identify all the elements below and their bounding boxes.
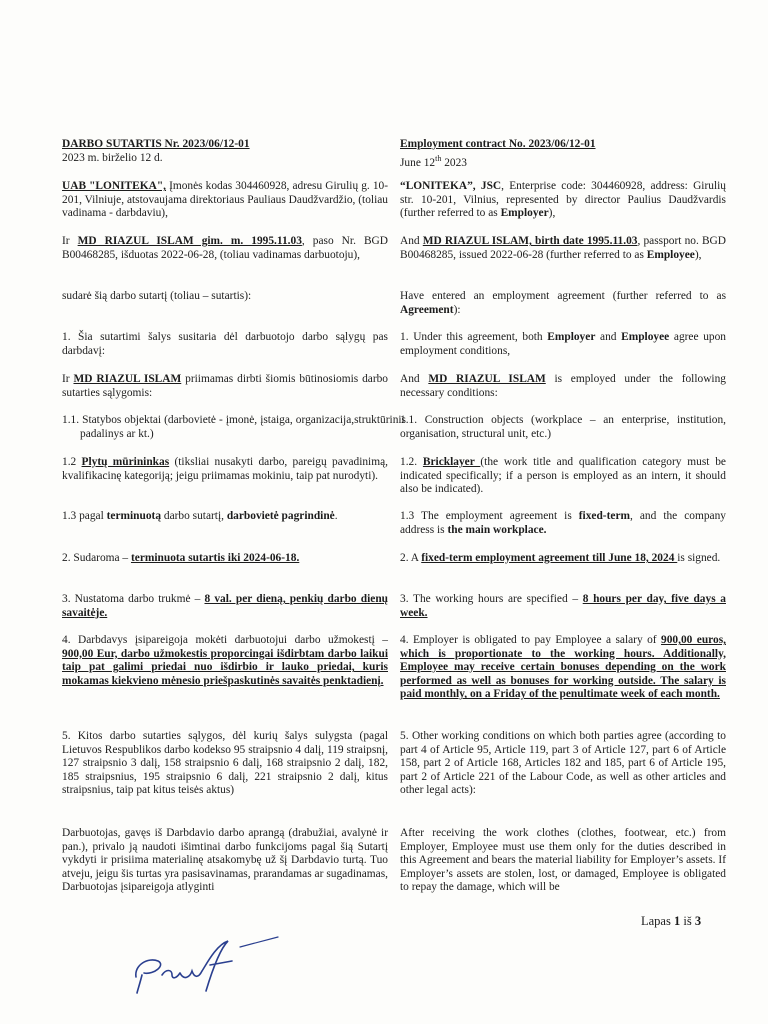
lt-2-pre: 2. Sudaroma –: [62, 552, 131, 564]
lt-date: 2023 m. birželio 12 d.: [62, 151, 163, 164]
page-label: Lapas: [641, 914, 674, 928]
lt-salary: 900,00 Eur, darbo užmokestis proporcingai išdirbtam darbo laikui taip pat galimi priedai nuo išdirbio ir lauko priedai, kuris mokamas kiekvieno mėnesio priešpaskutinės savaitės penktadienį.: [62, 647, 388, 687]
en-and-2: And: [400, 373, 429, 385]
lt-clause-4: [62, 634, 388, 688]
signature-image: [128, 935, 298, 995]
en-3-pre: 3. The working hours are specified –: [400, 593, 583, 605]
en-1-3-mid: , and the company address is: [400, 510, 726, 536]
en-1-3-pre: 1.3 The employment agreement is: [400, 510, 579, 522]
en-1-employer: Employer: [547, 331, 596, 343]
en-employed-under: [400, 373, 726, 400]
lt-company-name: UAB "LONITEKA",: [62, 180, 167, 192]
en-date-sup: th: [435, 153, 442, 163]
en-clause-1-1: 1.1. Construction objects (workplace – an enterprise, institution, organisation, structural unit, etc.): [400, 414, 726, 440]
lt-job-text: (tiksliai nusakyti darbo, pareigų pavadinimą, kvalifikacinę kategoriją; jeigu priimamas mokiniu, taip pat nurodyti).: [62, 456, 388, 482]
lt-employee-text: , paso Nr. BGD B00468285, išduotas 2022-06-28, (toliau vadinamas darbuotoju),: [62, 235, 388, 261]
en-main-workplace: the main workplace.: [447, 523, 547, 536]
lt-term: terminuota sutartis iki 2024-06-18.: [130, 552, 300, 564]
en-clause-1: [400, 331, 726, 358]
lt-workwear: Darbuotojas, gavęs iš Darbdavio darbo aprangą (drabužiai, avalynė ir pan.), privalo ją naudoti išimtinai darbo funkcijoms pagal šią Sutartį vykdyti ir prisiima materialinę atsakomybę už šį Darbdavio turtą. Tuo atveju, jeigu šis turtas yra pasisavinamas, prarandamas ar sugadinamas, Darbuotojas įsipareigoja atlyginti: [62, 827, 388, 894]
en-employer-text: , Enterprise code: 304460928, address: Girulių str. 10-201, Vilnius, represented by director Paulius Daudžvardis (further referred to as: [400, 180, 726, 220]
en-4-pre: 4. Employer is obligated to pay Employee a salary of: [400, 634, 662, 646]
en-fixed-term: fixed-term: [578, 510, 630, 522]
page-of: iš: [680, 914, 695, 928]
lt-and-2: Ir: [62, 373, 74, 385]
lt-job-title: Plytų mūrininkas: [81, 456, 170, 468]
lt-title: DARBO SUTARTIS Nr. 2023/06/12-01: [62, 138, 250, 150]
lt-3-pre: 3. Nustatoma darbo trukmė –: [62, 593, 205, 605]
en-employee-name: MD RIAZUL ISLAM, birth date 1995.11.03: [422, 235, 638, 247]
lt-clause-1-2: [62, 456, 388, 483]
lt-clause-2: [62, 552, 388, 566]
en-employee-end: ),: [694, 248, 702, 261]
lt-clause-5: 5. Kitos darbo sutarties sąlygos, dėl kurių šalys sulygsta (pagal Lietuvos Respublikos darbo kodekso 95 straipsnio 4 dalį, 119 straipsnį, 127 straipsnio 3 dalį, 158 straipsnio 6 dalį, 168 straipsnio 2 dalį, 182, 185 straipsnius, 195 straipsnio 6 dalį, 221 straipsnio 2 dalį, kitus straipsnius, taip pat kitus teisės aktus): [62, 730, 388, 797]
en-1-end: agree upon employment conditions,: [400, 331, 726, 357]
en-date-main: June 12: [400, 156, 436, 169]
en-employee-name-2: MD RIAZUL ISLAM: [428, 373, 546, 385]
lt-1-3-pre: 1.3 pagal: [62, 510, 107, 522]
current-page: 1: [673, 914, 681, 928]
lt-clause-3: [62, 593, 388, 620]
en-2-end: is signed.: [677, 552, 721, 564]
lt-and: Ir: [62, 235, 78, 247]
en-employee-text: , passport no. BGD B00468285, issued 2022-06-28 (further referred to as: [400, 235, 726, 261]
en-date: [400, 152, 726, 170]
lt-employee-name: MD RIAZUL ISLAM gim. m. 1995.11.03: [77, 235, 302, 247]
en-entered-end: ):: [453, 303, 461, 316]
en-company-name: “LONITEKA”, JSC: [400, 180, 502, 192]
page-number: [641, 915, 701, 929]
lt-employed-text: priimamas dirbti šiomis būtinosiomis darbo sutarties sąlygomis:: [62, 373, 389, 399]
lt-1-3-mid: darbo sutartį,: [161, 510, 227, 522]
en-hours: 8 hours per day, five days a week.: [400, 593, 726, 619]
lt-parties-employer: [62, 180, 388, 221]
en-term: fixed-term employment agreement till June 18, 2024: [421, 552, 678, 564]
en-employed-text: is employed under the following necessary conditions:: [400, 373, 726, 399]
en-workwear: After receiving the work clothes (clothes, footwear, etc.) from Employer, Employee must use them only for the duties described in this Agreement and bears the material liability for Employer’s assets. If Employer’s assets are stolen, lost, or damaged, Employee is obligated to repay the damage, which will be: [400, 827, 726, 894]
en-parties-employer: [400, 180, 726, 221]
en-employee-label: Employee: [646, 248, 695, 261]
en-salary: 900,00 euros, which is proportionate to the working hours. Additionally, Employee may receive certain bonuses depending on the work performed as well as bonuses for working outside. The salary is paid monthly, on a Friday of the penultimate week of each month.: [400, 634, 726, 701]
lt-employee-name-2: MD RIAZUL ISLAM: [73, 373, 182, 385]
lt-clause-1-1: 1.1. Statybos objektai (darbovietė - įmonė, įstaiga, organizacija,struktūrinis padalinys ar kt.): [62, 414, 406, 440]
en-1-mid: and: [595, 331, 622, 343]
lt-1-3-end: .: [334, 510, 338, 522]
lt-concluded: sudarė šią darbo sutartį (toliau – sutartis):: [62, 290, 252, 302]
lt-employed-under: [62, 373, 388, 400]
lt-fixed-term: terminuotą: [106, 510, 162, 522]
en-clause-1-3: [400, 510, 726, 537]
lt-clause-1: 1. Šia sutartimi šalys susitaria dėl darbuotojo darbo sąlygų pas darbdavį:: [62, 331, 388, 357]
en-job-text: (the work title and qualification category must be indicated specifically; if a person is employed as an intern, it should also be indicated).: [400, 456, 726, 496]
en-num-1-2: 1.2.: [400, 456, 423, 468]
en-employer-end: ),: [548, 207, 556, 220]
lt-clause-1-3: [62, 510, 388, 524]
lt-title-block: [62, 138, 388, 165]
en-title-block: [400, 138, 726, 170]
lt-employer-text: Įmonės kodas 304460928, adresu Girulių g. 10-201, Vilniuje, atstovaujama direktoriaus Pauliaus Daudžvardžio, (toliau vadinama - darbdaviu),: [62, 180, 388, 220]
en-clause-3: [400, 593, 726, 620]
en-employer-label: Employer: [500, 207, 549, 220]
en-2-pre: 2. A: [400, 552, 422, 564]
en-entered: [400, 290, 726, 317]
en-agreement-label: Agreement: [400, 303, 454, 316]
en-and: And: [400, 235, 423, 247]
lt-hours: 8 val. per dieną, penkių darbo dienų savaitėje.: [62, 593, 388, 619]
lt-num-1-2: 1.2: [62, 456, 82, 468]
en-1-pre: 1. Under this agreement, both: [400, 331, 548, 343]
en-parties-employee: [400, 235, 726, 262]
en-clause-5: 5. Other working conditions on which both parties agree (according to part 4 of Article 95, Article 119, part 3 of Article 127, part 6 of Article 158, part 2 of Article 168, Articles 182 and 185, part 6 of Article 195, part 2 of Article 221 of the Labour Code, as well as other articles and other legal acts):: [400, 730, 726, 797]
en-title: Employment contract No. 2023/06/12-01: [400, 138, 596, 150]
en-1-employee: Employee: [621, 331, 670, 343]
total-pages: 3: [694, 914, 702, 928]
lt-4-pre: 4. Darbdavys įsipareigoja mokėti darbuotojui darbo užmokestį –: [62, 634, 388, 646]
lt-parties-employee: [62, 235, 388, 262]
en-clause-4: [400, 634, 726, 702]
en-job-title: Bricklayer: [422, 456, 481, 468]
lt-main-workplace: darbovietė pagrindinė: [226, 510, 335, 522]
en-entered-text: Have entered an employment agreement (further referred to as: [400, 290, 726, 302]
en-clause-1-2: [400, 456, 726, 497]
en-date-year: 2023: [441, 156, 467, 169]
en-clause-2: [400, 552, 726, 566]
